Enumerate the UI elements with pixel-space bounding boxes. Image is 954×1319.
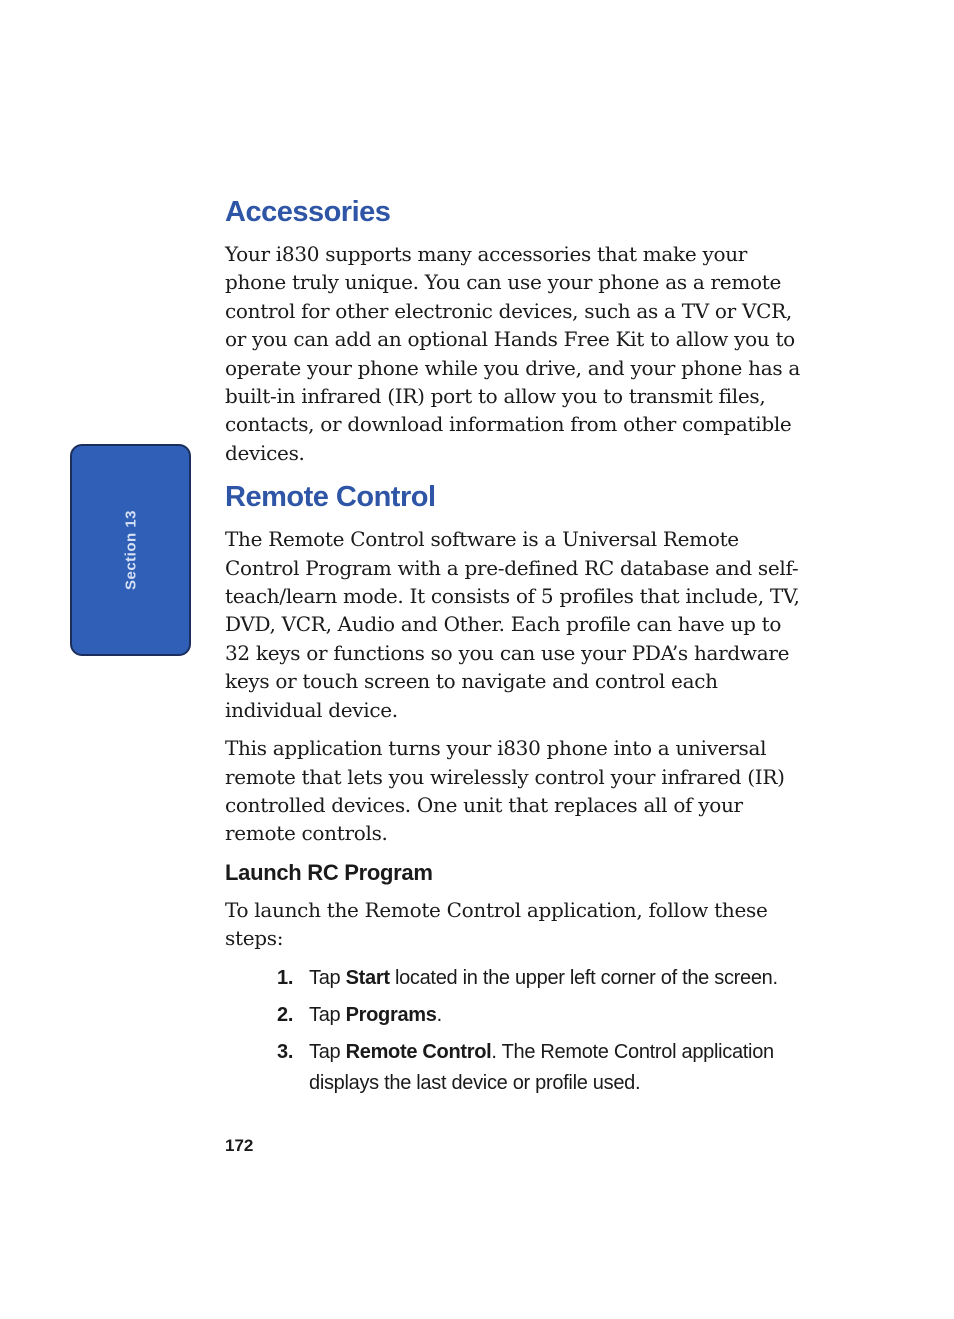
step-item <box>277 963 800 994</box>
section-tab <box>70 444 191 656</box>
step-action: Programs <box>345 1003 437 1026</box>
page-content <box>225 192 800 1105</box>
step-prefix: Tap <box>309 1040 346 1063</box>
step-suffix: . <box>436 1003 442 1026</box>
step-number: 3. <box>277 1040 294 1063</box>
accessories-paragraph: Your i830 supports many accessories that make your phone truly unique. You can use your phone as a remote control for other electronic devices, such as a TV or VCR, or you can add an optional Hands Free Kit to allow you to operate your phone while you drive, and your phone has a built-in infrared (IR) port to allow you to transmit files, contacts, or download information from other compatible devices. <box>225 242 800 465</box>
remote-control-paragraph-2: This application turns your i830 phone into a universal remote that lets you wirelessly control your infrared (IR) controlled devices. One unit that replaces all of your remote controls. <box>225 736 785 846</box>
step-prefix: Tap <box>309 966 346 989</box>
launch-intro: To launch the Remote Control application, follow these steps: <box>225 897 768 951</box>
step-suffix: . The Remote Control application displays the last device or profile used. <box>309 1040 774 1094</box>
step-item <box>277 1037 800 1099</box>
launch-rc-heading: Launch RC Program <box>225 859 433 885</box>
remote-control-heading: Remote Control <box>225 481 436 514</box>
accessories-heading: Accessories <box>225 196 391 228</box>
section-tab-label: Section 13 <box>122 509 139 591</box>
step-number: 1. <box>277 966 294 989</box>
launch-steps-list <box>225 963 800 1099</box>
step-prefix: Tap <box>309 1003 346 1026</box>
remote-control-paragraph-1: The Remote Control software is a Universal Remote Control Program with a pre-defined RC database and self-teach/learn mode. It consists of 5 profiles that include, TV, DVD, VCR, Audio and Other. Each profile can have up to 32 keys or functions so you can use your PDA’s hardware keys or touch screen to navigate and control each individual device. <box>225 527 800 722</box>
step-item <box>277 1000 800 1031</box>
step-suffix: located in the upper left corner of the screen. <box>389 966 778 989</box>
step-action: Remote Control <box>345 1040 492 1063</box>
step-number: 2. <box>277 1003 294 1026</box>
page-number: 172 <box>225 1136 254 1155</box>
step-action: Start <box>345 966 390 989</box>
